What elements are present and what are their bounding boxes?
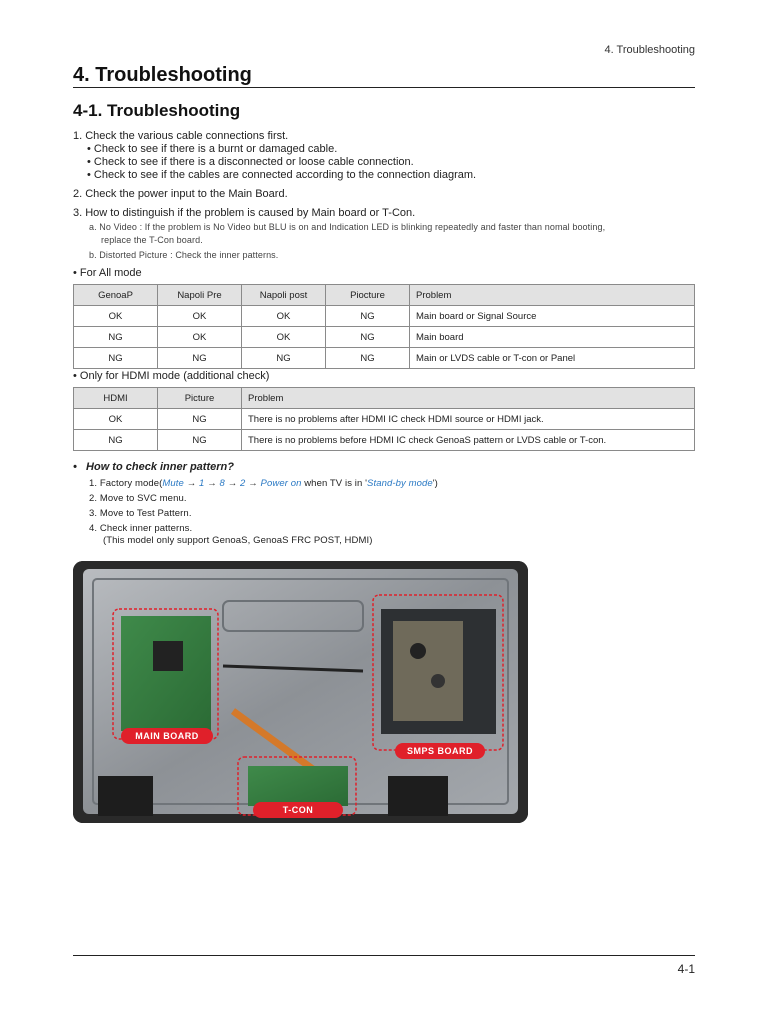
hdmi-mode-label: • Only for HDMI mode (additional check) — [73, 370, 270, 382]
inner-step-2: 2. Move to SVC menu. — [89, 493, 187, 504]
inner-pattern-heading — [73, 461, 234, 473]
all-mode-label: • For All mode — [73, 267, 142, 279]
arrow-icon: → — [207, 478, 217, 489]
smps-board-label: SMPS BOARD — [395, 743, 485, 759]
table-cell: NG — [158, 430, 242, 451]
main-board-label: MAIN BOARD — [121, 728, 213, 744]
table-header-cell: Problem — [242, 388, 695, 409]
page-title: 4. Troubleshooting — [73, 64, 252, 86]
step-1-when: when TV is in ' — [301, 478, 368, 489]
step-1b: • Check to see if there is a disconnected or loose cable connection. — [87, 156, 414, 168]
table-cell: Main board or Signal Source — [410, 306, 695, 327]
table-header-cell: Napoli Pre — [158, 285, 242, 306]
step-3: 3. How to distinguish if the problem is caused by Main board or T-Con. — [73, 207, 416, 219]
all-mode-table — [73, 284, 695, 369]
table-header-cell: Picture — [158, 388, 242, 409]
footer-rule — [73, 955, 695, 956]
table-header-cell: Napoli post — [242, 285, 326, 306]
table-row — [74, 409, 695, 430]
key-8: 8 — [219, 478, 225, 489]
arrow-icon: → — [248, 478, 258, 489]
table-header-cell: HDMI — [74, 388, 158, 409]
step-1-close: ') — [432, 478, 438, 489]
step-3b: b. Distorted Picture : Check the inner patterns. — [89, 250, 279, 260]
arrow-icon: → — [186, 478, 197, 489]
table-cell: NG — [74, 430, 158, 451]
running-header: 4. Troubleshooting — [604, 44, 695, 56]
step-1-prefix: 1. Factory mode( — [89, 478, 163, 489]
title-rule — [73, 87, 695, 88]
table-cell: NG — [158, 348, 242, 369]
table-cell: NG — [74, 327, 158, 348]
table-row — [74, 327, 695, 348]
bullet: • — [73, 461, 77, 473]
table-cell: OK — [74, 306, 158, 327]
table-row — [74, 348, 695, 369]
hdmi-mode-table — [73, 387, 695, 451]
table-cell: OK — [74, 409, 158, 430]
step-3a: a. No Video : If the problem is No Video but BLU is on and Indication LED is blinking repeatedly and faster than nomal booting, — [89, 222, 606, 232]
table-header-row — [74, 388, 695, 409]
table-cell: NG — [74, 348, 158, 369]
mute-key: Mute — [162, 478, 184, 489]
table-cell: OK — [242, 306, 326, 327]
arrow-icon: → — [227, 478, 238, 489]
standby-mode: Stand-by mode — [367, 478, 433, 489]
table-header-row — [74, 285, 695, 306]
table-cell: Main board — [410, 327, 695, 348]
power-on-key: Power on — [260, 478, 302, 489]
table-cell: OK — [158, 306, 242, 327]
table-cell: NG — [326, 306, 410, 327]
key-2: 2 — [240, 478, 246, 489]
tcon-label: T-CON — [253, 802, 343, 818]
table-header-cell: Problem — [410, 285, 695, 306]
table-row — [74, 306, 695, 327]
section-title: 4-1. Troubleshooting — [73, 101, 241, 120]
table-cell: NG — [158, 409, 242, 430]
inner-step-4-note: (This model only support GenoaS, GenoaS FRC POST, HDMI) — [103, 535, 373, 546]
step-1: 1. Check the various cable connections first. — [73, 130, 289, 142]
table-cell: OK — [242, 327, 326, 348]
tv-back-illustration — [73, 561, 528, 823]
page-number: 4-1 — [677, 962, 695, 976]
table-cell: NG — [326, 327, 410, 348]
step-1a: • Check to see if there is a burnt or damaged cable. — [87, 143, 338, 155]
table-cell: OK — [158, 327, 242, 348]
inner-step-3: 3. Move to Test Pattern. — [89, 508, 192, 519]
table-cell: NG — [242, 348, 326, 369]
step-2: 2. Check the power input to the Main Board. — [73, 188, 288, 200]
table-cell: There is no problems after HDMI IC check HDMI source or HDMI jack. — [242, 409, 695, 430]
inner-step-4: 4. Check inner patterns. — [89, 523, 193, 534]
table-header-cell: Piocture — [326, 285, 410, 306]
table-row — [74, 430, 695, 451]
step-1c: • Check to see if the cables are connected according to the connection diagram. — [87, 169, 477, 181]
tv-back-photo — [73, 561, 528, 823]
key-1: 1 — [199, 478, 205, 489]
inner-pattern-heading-text: How to check inner pattern? — [86, 461, 234, 473]
table-cell: There is no problems before HDMI IC check GenoaS pattern or LVDS cable or T-con. — [242, 430, 695, 451]
step-3a-cont: replace the T-Con board. — [101, 235, 203, 245]
table-cell: NG — [326, 348, 410, 369]
table-header-cell: GenoaP — [74, 285, 158, 306]
table-cell: Main or LVDS cable or T-con or Panel — [410, 348, 695, 369]
inner-step-1 — [89, 478, 438, 489]
